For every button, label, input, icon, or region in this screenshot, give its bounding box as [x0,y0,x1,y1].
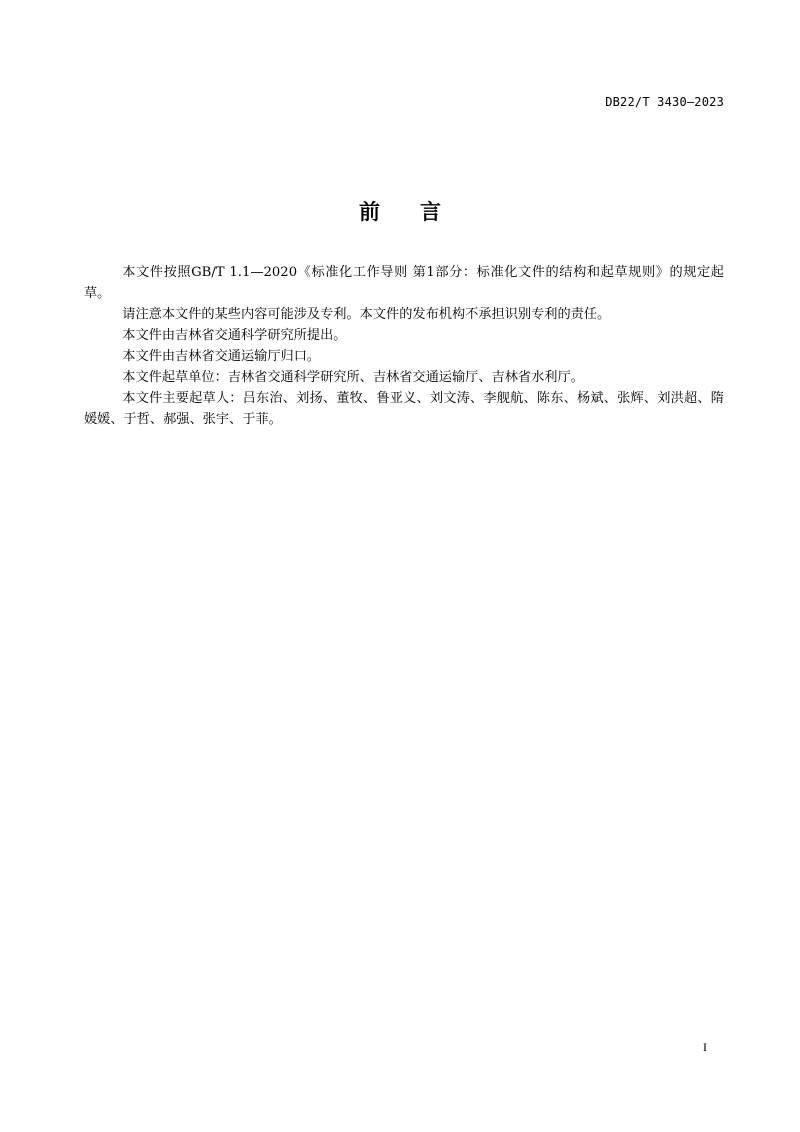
paragraph-patent-notice: 请注意本文件的某些内容可能涉及专利。本文件的发布机构不承担识别专利的责任。 [122,307,611,322]
paragraph-drafting-units: 本文件起草单位：吉林省交通科学研究所、吉林省交通运输厅、吉林省水利厅。 [122,370,584,385]
paragraph-centralized-unit: 本文件由吉林省交通运输厅归口。 [122,349,321,364]
document-number: DB22/T 3430—2023 [605,95,724,109]
foreword-body [84,262,724,430]
paragraph-drafters: 本文件主要起草人：吕东治、刘扬、董牧、鲁亚义、刘文涛、李舰航、陈东、杨斌、张辉、刘洪超、隋媛媛、于哲、郝强、张宇、于菲。 [84,391,724,427]
paragraph-drafting-basis: 本文件按照GB/T 1.1—2020《标准化工作导则 第1部分：标准化文件的结构和起草规则》的规定起草。 [84,265,724,301]
page-number: I [703,1040,707,1054]
page-title-char-1: 前 [359,200,380,224]
page-title [0,196,800,226]
page-title-char-2: 言 [420,200,441,224]
paragraph-proposer: 本文件由吉林省交通科学研究所提出。 [122,328,347,343]
